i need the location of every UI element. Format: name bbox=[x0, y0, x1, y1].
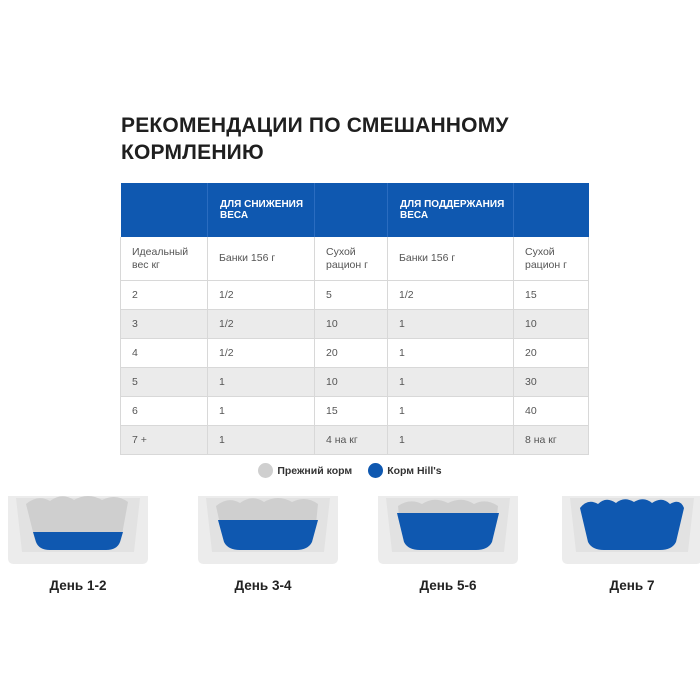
table-cell: 3 bbox=[121, 310, 208, 339]
table-cell: 10 bbox=[315, 368, 388, 397]
legend-item-old-food bbox=[258, 463, 352, 478]
table-row bbox=[121, 281, 589, 310]
legend bbox=[0, 463, 700, 478]
legend-label: Прежний корм bbox=[277, 464, 353, 477]
header-cell bbox=[315, 183, 388, 237]
bowl-icon bbox=[8, 488, 148, 568]
table-cell: 8 на кг bbox=[514, 426, 589, 455]
bowl-icon bbox=[198, 488, 338, 568]
table-cell: 1/2 bbox=[208, 281, 315, 310]
table-cell: 40 bbox=[514, 397, 589, 426]
subheader-cell: Идеальный вес кг bbox=[121, 237, 208, 281]
table-cell: 20 bbox=[514, 339, 589, 368]
table-cell: 1 bbox=[208, 397, 315, 426]
table-cell: 30 bbox=[514, 368, 589, 397]
header-cell-weight-maintenance: ДЛЯ ПОДДЕРЖАНИЯ ВЕСА bbox=[388, 183, 514, 237]
table-cell: 5 bbox=[315, 281, 388, 310]
header-cell bbox=[121, 183, 208, 237]
table-row bbox=[121, 426, 589, 455]
old-food-dot-icon bbox=[258, 463, 273, 478]
table-cell: 1 bbox=[388, 426, 514, 455]
table-cell: 5 bbox=[121, 368, 208, 397]
table-cell: 4 на кг bbox=[315, 426, 388, 455]
table-cell: 1 bbox=[208, 426, 315, 455]
table-cell: 7 + bbox=[121, 426, 208, 455]
table-subheader-row bbox=[121, 237, 589, 281]
table-row bbox=[121, 397, 589, 426]
subheader-cell: Сухой рацион г bbox=[514, 237, 589, 281]
day-label: День 7 bbox=[609, 578, 655, 593]
bowl-icon bbox=[378, 488, 518, 568]
header-cell bbox=[514, 183, 589, 237]
table-cell: 1/2 bbox=[388, 281, 514, 310]
table-row bbox=[121, 339, 589, 368]
legend-item-hills-food bbox=[368, 463, 441, 478]
table-cell: 1/2 bbox=[208, 339, 315, 368]
legend-label: Корм Hill's bbox=[387, 464, 442, 477]
bowl-icon bbox=[562, 488, 700, 568]
subheader-cell: Банки 156 г bbox=[208, 237, 315, 281]
table-cell: 4 bbox=[121, 339, 208, 368]
table-cell: 2 bbox=[121, 281, 208, 310]
table-cell: 10 bbox=[315, 310, 388, 339]
table-cell: 1 bbox=[388, 397, 514, 426]
feeding-table bbox=[120, 183, 589, 455]
day-label: День 1-2 bbox=[49, 578, 107, 593]
subheader-cell: Сухой рацион г bbox=[315, 237, 388, 281]
table-cell: 15 bbox=[315, 397, 388, 426]
subheader-cell: Банки 156 г bbox=[388, 237, 514, 281]
page-title: РЕКОМЕНДАЦИИ ПО СМЕШАННОМУ КОРМЛЕНИЮ bbox=[121, 114, 509, 164]
header-cell-weight-loss: ДЛЯ СНИЖЕНИЯ ВЕСА bbox=[208, 183, 315, 237]
table-cell: 1 bbox=[388, 310, 514, 339]
table-cell: 15 bbox=[514, 281, 589, 310]
day-label: День 3-4 bbox=[234, 578, 292, 593]
day-label: День 5-6 bbox=[419, 578, 477, 593]
table-cell: 10 bbox=[514, 310, 589, 339]
table-row bbox=[121, 368, 589, 397]
table-cell: 20 bbox=[315, 339, 388, 368]
table-cell: 6 bbox=[121, 397, 208, 426]
table-cell: 1 bbox=[208, 368, 315, 397]
table-cell: 1 bbox=[388, 339, 514, 368]
table-header-row bbox=[121, 183, 589, 237]
table-cell: 1/2 bbox=[208, 310, 315, 339]
hills-food-dot-icon bbox=[368, 463, 383, 478]
table-row bbox=[121, 310, 589, 339]
table-cell: 1 bbox=[388, 368, 514, 397]
